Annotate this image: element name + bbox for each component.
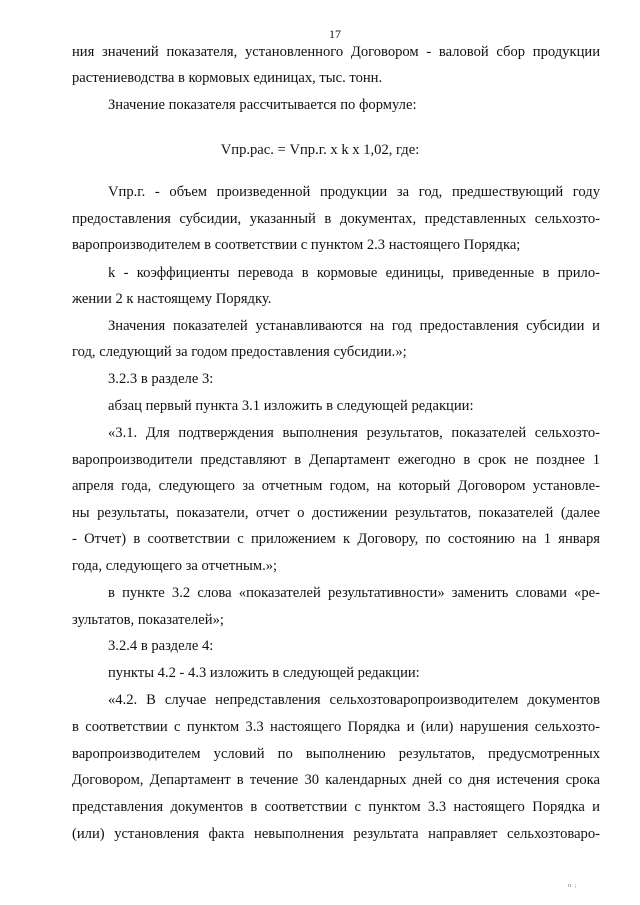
text-line: k - коэффициенты перевода в кормовые единицы, приведенные в прило- [108, 265, 600, 281]
formula: Vпр.рас. = Vпр.г. x k x 1,02, где: [220, 142, 420, 158]
text-line: ны результаты, показатели, отчет о достижении результатов, показателей (далее [72, 505, 600, 521]
text-line: пункты 4.2 - 4.3 изложить в следующей редакции: [108, 665, 420, 681]
text-line: - Отчет) в соответствии с приложением к Договору, по состоянию на 1 января [72, 531, 600, 547]
page-number: 17 [329, 27, 341, 41]
text-line: года, следующего за отчетным.»; [72, 558, 278, 574]
text-line: 3.2.4 в разделе 4: [108, 638, 214, 654]
text-line: предоставления субсидии, указанный в документах, представленных сельхозто- [72, 211, 600, 227]
text-line: Значение показателя рассчитывается по формуле: [108, 97, 417, 113]
text-line: апреля года, следующего за отчетным годом, на который Договором установле- [72, 478, 600, 494]
text-line: растениеводства в кормовых единицах, тыс. тонн. [72, 70, 383, 86]
text-line: (или) установления факта невыполнения результата направляет сельхозтоваро- [72, 826, 600, 842]
text-line: абзац первый пункта 3.1 изложить в следующей редакции: [108, 398, 474, 414]
text-line: «4.2. В случае непредставления сельхозтоваропроизводителем документов [108, 692, 600, 708]
text-line: варопроизводителем условий по выполнению результатов, предусмотренных [72, 746, 600, 762]
text-line: в пункте 3.2 слова «показателей результативности» заменить словами «ре- [108, 585, 600, 601]
text-line: «3.1. Для подтверждения выполнения результатов, показателей сельхозто- [108, 425, 600, 441]
text-line: 3.2.3 в разделе 3: [108, 371, 214, 387]
text-line: зультатов, показателей»; [72, 612, 224, 628]
text-line: варопроизводители представляют в Департамент ежегодно в срок не позднее 1 [72, 452, 600, 468]
text-line: Значения показателей устанавливаются на год предоставления субсидии и [108, 318, 600, 334]
corner-mark: п ; [568, 883, 578, 889]
text-line: год, следующий за годом предоставления субсидии.»; [72, 344, 407, 360]
text-line: ния значений показателя, установленного Договором - валовой сбор продукции [72, 44, 600, 60]
text-line: жении 2 к настоящему Порядку. [72, 291, 272, 307]
text-line: Договором, Департамент в течение 30 календарных дней со дня истечения срока [72, 772, 600, 788]
text-line: представления документов в соответствии с пунктом 3.3 настоящего Порядка и [72, 799, 600, 815]
text-line: Vпр.г. - объем произведенной продукции за год, предшествующий году [108, 184, 600, 200]
text-line: варопроизводителем в соответствии с пунктом 2.3 настоящего Порядка; [72, 237, 521, 253]
text-line: в соответствии с пунктом 3.3 настоящего Порядка и (или) нарушения сельхозто- [72, 719, 600, 735]
